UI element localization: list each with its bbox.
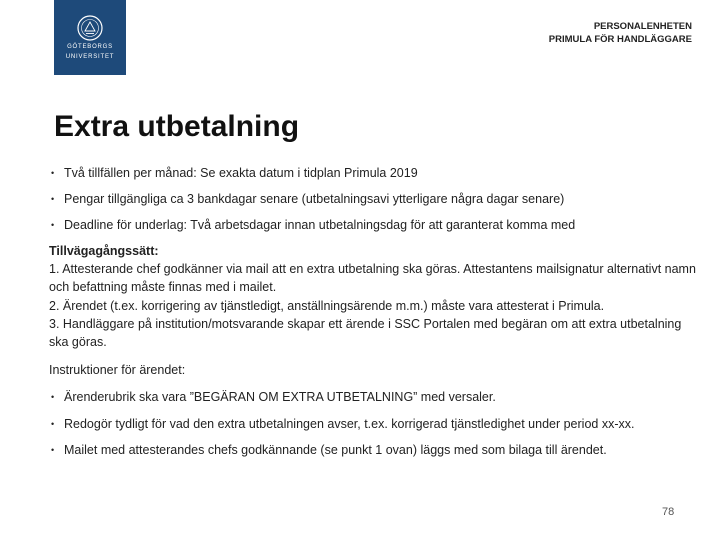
bullet-glyph: • [51,168,55,178]
slide-title: Extra utbetalning [54,110,300,143]
bullet-glyph: • [51,445,55,455]
department-header [549,20,692,46]
procedure-step: 1. Attesterande chef godkänner via mail att en extra utbetalning ska göras. Attestantens mailsignatur alternativt namn och befattning måste finnas med i mailet. [49,262,696,295]
page-number: 78 [662,506,675,518]
bullet-text: Deadline för underlag: Två arbetsdagar innan utbetalningsdag för att garanterat komma med [64,218,576,232]
bullet-item [51,390,496,404]
department-subtitle: PRIMULA FÖR HANDLÄGGARE [548,34,692,45]
bullet-text: Två tillfällen per månad: Se exakta datum i tidplan Primula 2019 [64,166,418,180]
bullet-glyph: • [51,392,55,402]
procedure-heading: Tillvägagångssätt: [49,244,159,258]
bullet-glyph: • [51,220,55,230]
bullet-item [51,192,564,206]
bullet-text: Mailet med attesterandes chefs godkännande (se punkt 1 ovan) läggs med som bilaga till ärendet. [64,443,607,457]
university-logo [54,0,126,75]
bullet-item [51,443,607,457]
bullet-item [51,218,575,232]
logo-text-line-2: UNIVERSITET [65,54,115,60]
bullet-glyph: • [51,194,55,204]
instructions-heading: Instruktioner för ärendet: [49,363,186,377]
bullet-text: Pengar tillgängliga ca 3 bankdagar senare (utbetalningsavi ytterligare några dagar senare) [64,192,565,206]
bullet-text: Redogör tydligt för vad den extra utbetalningen avser, t.ex. korrigerad tjänstledighet under period xx-xx. [64,417,635,431]
bullet-item [51,166,418,180]
procedure-step: 3. Handläggare på institution/motsvarande skapar ett ärende i SSC Portalen med begäran om att extra utbetalning ska göras. [49,316,682,350]
logo-text-line-1: GÖTEBORGS [67,44,113,50]
bullet-item [51,417,634,431]
procedure-section [49,242,699,351]
bullet-glyph: • [51,419,55,429]
procedure-step: 2. Ärendet (t.ex. korrigering av tjänstledigt, anställningsärende m.m.) måste vara attesterat i Primula. [49,298,605,313]
bullet-text: Ärenderubrik ska vara ”BEGÄRAN OM EXTRA UTBETALNING” med versaler. [64,390,496,404]
university-seal-icon [77,15,103,41]
department-name: PERSONALENHETEN [593,21,692,32]
